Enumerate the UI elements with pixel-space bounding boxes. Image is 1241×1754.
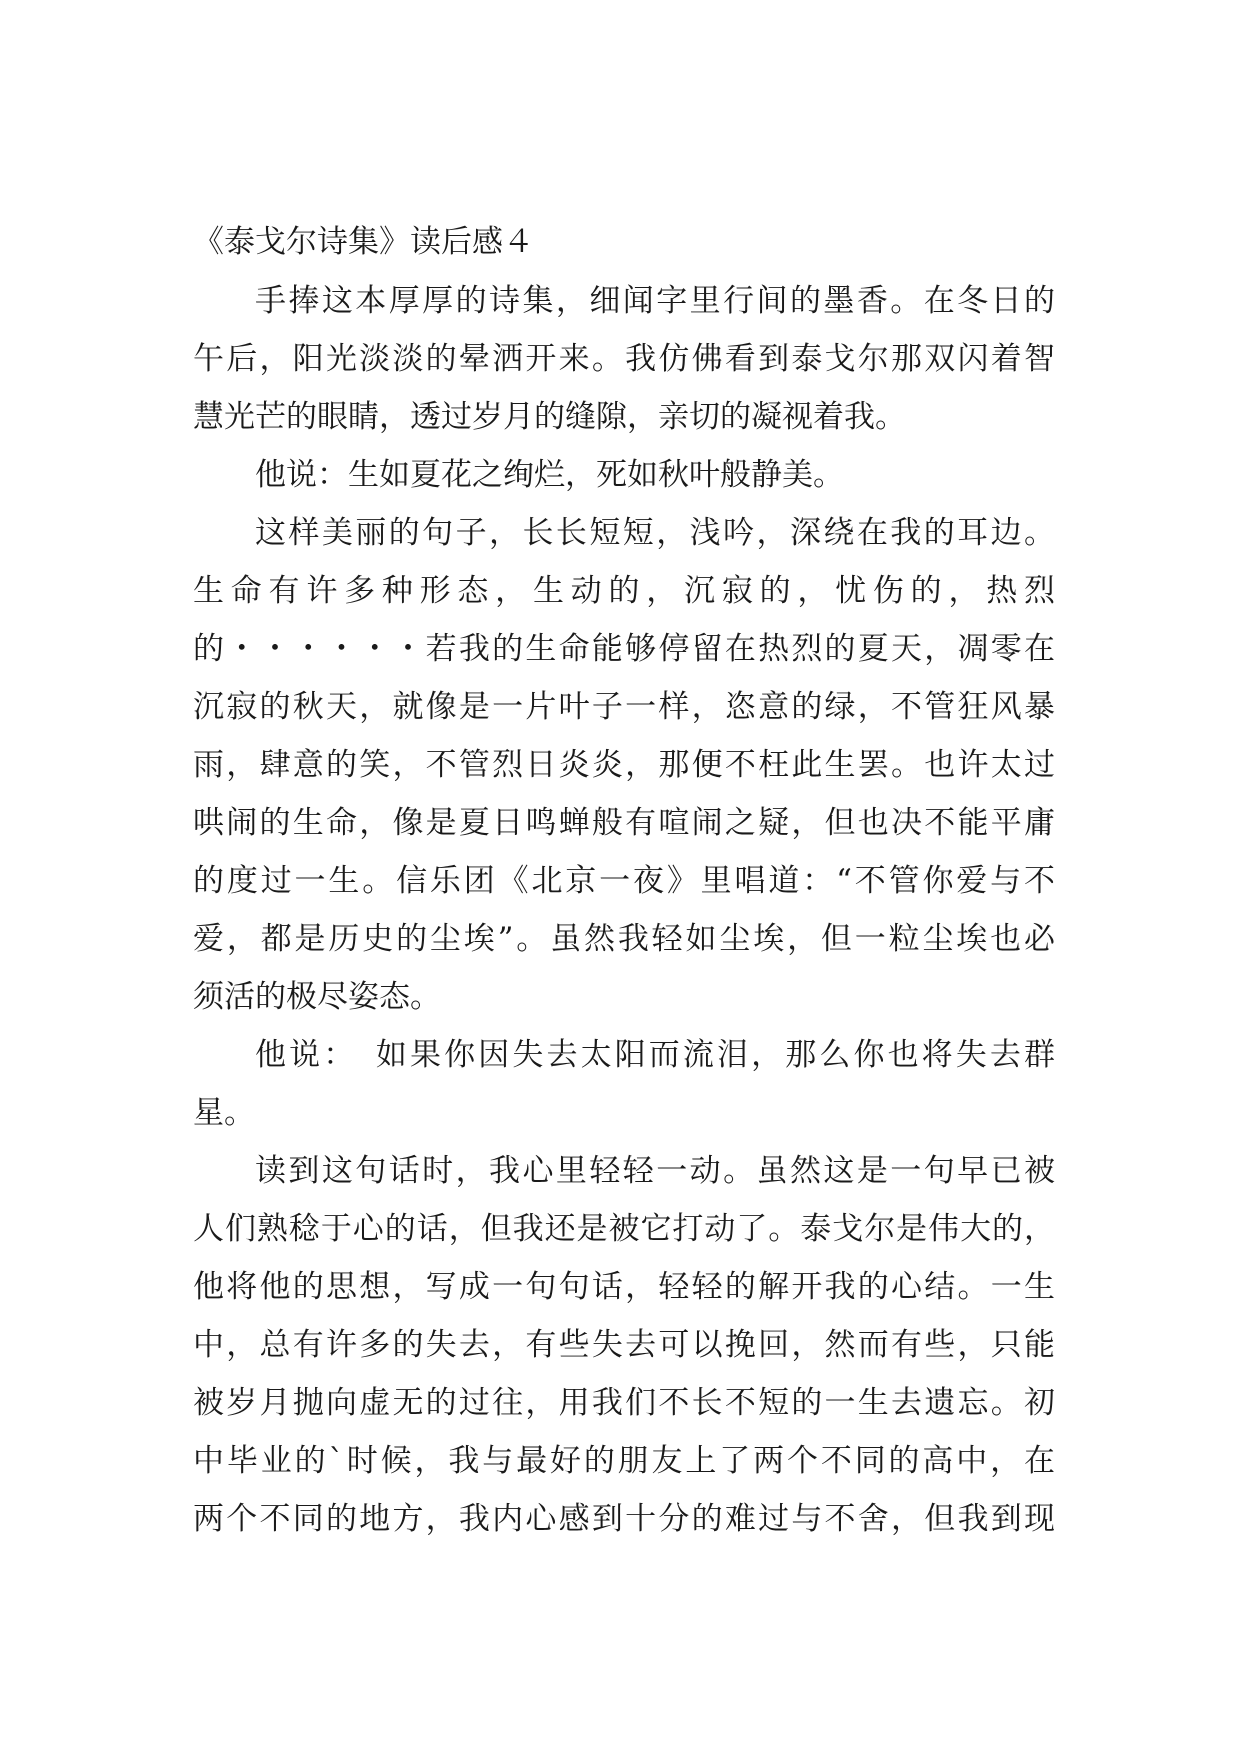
text-line: 星。 bbox=[193, 1095, 255, 1131]
paragraph bbox=[193, 272, 1055, 446]
text-line: 手捧这本厚厚的诗集，细闻字里行间的墨香。在冬日的 bbox=[255, 283, 1055, 319]
text-line: 被岁月抛向虚无的过往，用我们不长不短的一生去遗忘。初 bbox=[193, 1385, 1055, 1421]
text-line: 他说： 如果你因失去太阳而流泪，那么你也将失去群 bbox=[255, 1037, 1055, 1073]
text-line: 他将他的思想，写成一句句话，轻轻的解开我的心结。一生 bbox=[193, 1269, 1055, 1305]
text-line: 沉寂的秋天，就像是一片叶子一样，恣意的绿，不管狂风暴 bbox=[193, 689, 1055, 725]
text-line: 两个不同的地方，我内心感到十分的难过与不舍，但我到现 bbox=[193, 1501, 1055, 1537]
text-line: 中毕业的`时候，我与最好的朋友上了两个不同的高中，在 bbox=[193, 1443, 1055, 1479]
paragraph bbox=[193, 446, 1055, 504]
text-line: 须活的极尽姿态。 bbox=[193, 979, 441, 1015]
document-body bbox=[193, 272, 1055, 1548]
paragraph bbox=[193, 1026, 1055, 1142]
text-line: 中，总有许多的失去，有些失去可以挽回，然而有些，只能 bbox=[193, 1327, 1055, 1363]
text-line: 的度过一生。信乐团《北京一夜》里唱道：“不管你爱与不 bbox=[193, 863, 1055, 899]
text-line: 哄闹的生命，像是夏日鸣蝉般有喧闹之疑，但也决不能平庸 bbox=[193, 805, 1055, 841]
text-line: 慧光芒的眼睛，透过岁月的缝隙，亲切的凝视着我。 bbox=[193, 399, 906, 435]
text-line: 生命有许多种形态，生动的，沉寂的，忧伤的，热烈 bbox=[193, 573, 1055, 609]
text-line: 读到这句话时，我心里轻轻一动。虽然这是一句早已被 bbox=[255, 1153, 1055, 1189]
paragraph bbox=[193, 504, 1055, 1026]
text-line: 雨，肆意的笑，不管烈日炎炎，那便不枉此生罢。也许太过 bbox=[193, 747, 1055, 783]
text-line: 爱，都是历史的尘埃”。虽然我轻如尘埃，但一粒尘埃也必 bbox=[193, 921, 1055, 957]
text-line: 这样美丽的句子，长长短短，浅吟，深绕在我的耳边。 bbox=[255, 515, 1055, 551]
text-line: 午后，阳光淡淡的晕洒开来。我仿佛看到泰戈尔那双闪着智 bbox=[193, 341, 1055, 377]
text-line: 他说：生如夏花之绚烂，死如秋叶般静美。 bbox=[255, 457, 844, 493]
text-line: 的・・・・・・若我的生命能够停留在热烈的夏天，凋零在 bbox=[193, 631, 1055, 667]
paragraph bbox=[193, 1142, 1055, 1548]
document-title: 《泰戈尔诗集》读后感４ bbox=[193, 224, 534, 260]
text-line: 人们熟稔于心的话，但我还是被它打动了。泰戈尔是伟大的， bbox=[193, 1211, 1055, 1247]
